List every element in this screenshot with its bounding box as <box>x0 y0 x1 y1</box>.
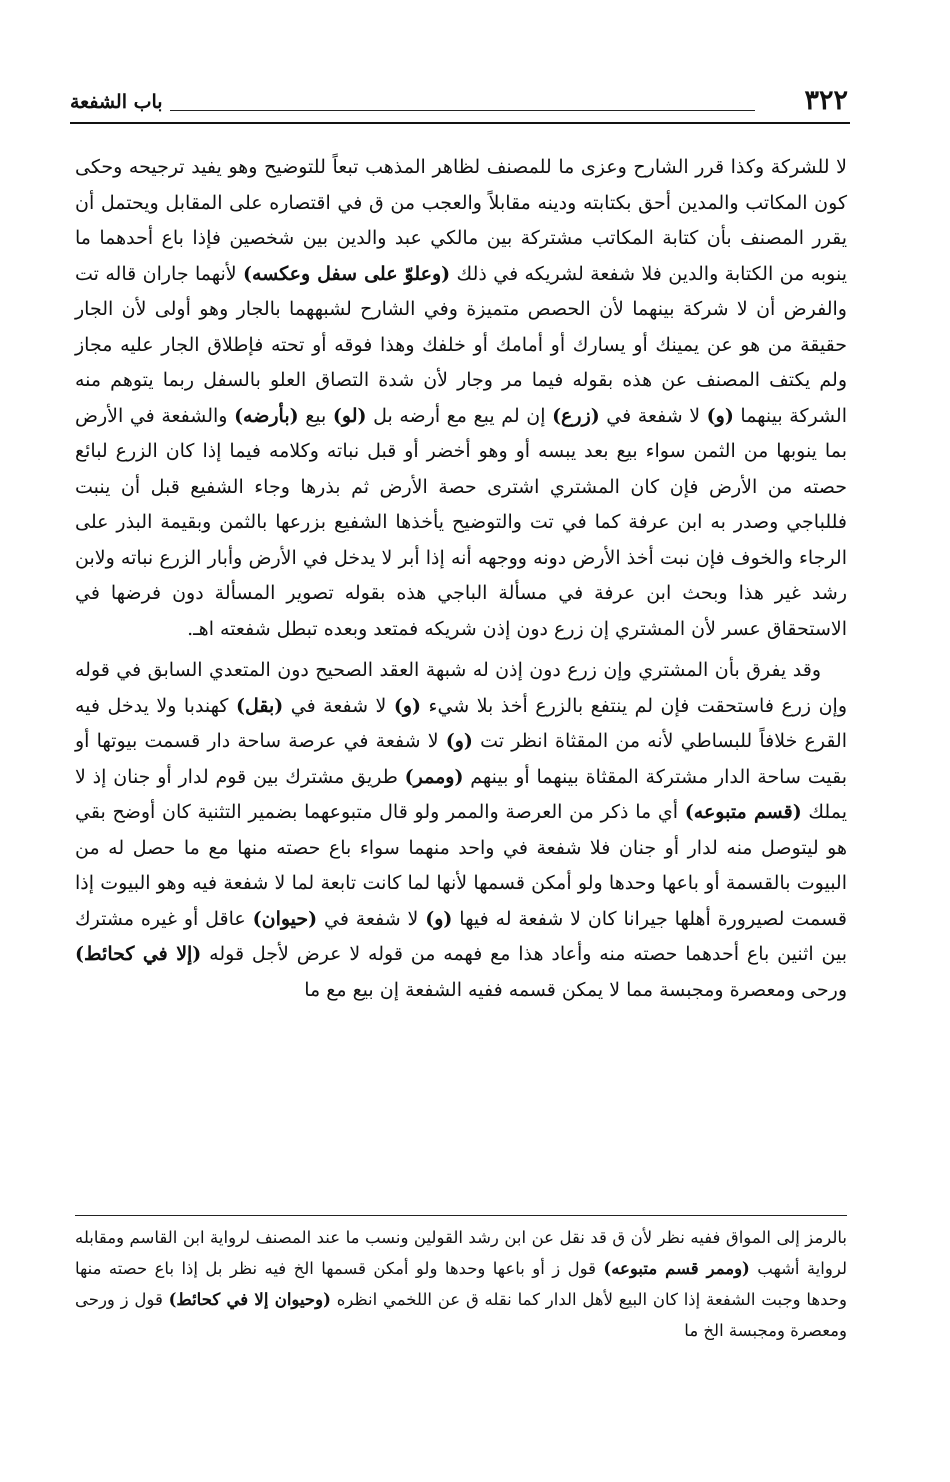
matn-quote: (و) <box>706 404 734 427</box>
header-rule <box>70 122 850 124</box>
footnote-rule <box>75 1215 847 1216</box>
matn-quote: (وممر) <box>404 765 464 788</box>
matn-quote: (لو) <box>332 404 367 427</box>
main-text <box>75 150 847 1008</box>
matn-quote: (بأرضه) <box>234 404 299 427</box>
text-run: ورحى ومعصرة ومجبسة مما لا يمكن قسمه ففيه الشفعة إن بيع مع ما <box>304 978 847 1001</box>
matn-quote: (و) <box>425 907 453 930</box>
matn-quote: (وعلوّ على سفل وعكسه) <box>243 262 451 285</box>
text-run: وقد يفرق بأن المشتري وإن زرع دون إذن له شبهة العقد الصحيح دون المتعدي السابق في قوله وإن زرع فاستحقت فإن لم ينتفع بالزرع أخذ بلا شيء <box>75 659 847 717</box>
footnote <box>75 1222 847 1346</box>
matn-quote: (وممر قسم متبوعه) <box>603 1259 750 1278</box>
text-run: كهندبا ولا يدخل فيه القرع خلافاً للبساطي لأنه من المقثاة انظر تت <box>75 694 847 752</box>
matn-quote: (زرع) <box>552 404 600 427</box>
matn-quote: (وحيوان إلا في كحائط) <box>168 1290 331 1309</box>
text-run: لا للشركة وكذا قرر الشارح وعزى ما للمصنف لظاهر المذهب تبعاً للتوضيح وهو يفيد ترجيحه وحكى كون المكاتب والمدين أحق بكتابته ودينه مقابلاً والعجب من ق في اقتصاره على المقابل ويحتمل أن يقرر المصنف بأن كتابة المكاتب مشتركة بين مالكي عبد والدين بين شخصين فإذا باع أحدهما ما ينوبه من الكتابة والدين فلا شفعة لشريكه في ذلك <box>75 156 848 285</box>
text-run: بالرمز إلى المواق ففيه نظر لأن ق قد نقل عن ابن رشد القولين ونسب ما عند المصنف لرواية ابن القاسم ومقابله لرواية أشهب <box>75 1228 847 1278</box>
text-run: لا شفعة في <box>599 404 707 427</box>
text-run: والشفعة في الأرض بما ينوبها من الثمن سواء بيع بعد يبسه أو وهو أخضر أو قبل نباته وكلامه فيما إذا كان الزرع لبائع حصته من الأرض فإن كان المشتري اشترى حصة الأرض ثم بذرها وجاء الشفيع قبل أن ينبت فللباجي وصدر به ابن عرفة كما في تت والتوضيح يأخذها الشفيع بزرعها بالثمن وبقيمة البذر على الرجاء والخوف فإن نبت أخذ الأرض دونه ووجهه أنه إذا أبر لا يدخل في الأرض وأبار الزرع نباته ولابن رشد غير هذا وبحث ابن عرفة في مسألة الباجي هذه بقوله تصوير المسألة دون فرضها في الاستحقاق عسر لأن المشتري إن زرع دون إذن شريكه فمتعد وبعده تبطل شفعته اهـ. <box>75 404 847 640</box>
chapter-title: باب الشفعة <box>70 91 163 113</box>
paragraph-1 <box>75 150 847 647</box>
header-line <box>170 110 755 111</box>
text-run: قول ز أو باعها وحدها ولو أمكن قسمها الخ فيه نظر بل إذا باع حصته منها وحدها وجبت الشفعة إذا كان البيع لأهل الدار كما نقله ق عن اللخمي انظره <box>75 1259 847 1309</box>
text-run: إن لم يبع مع أرضه بل <box>366 404 553 427</box>
text-run: لا شفعة في عرصة ساحة دار قسمت بيوتها أو بقيت ساحة الدار مشتركة المقثاة بينهما أو بينهم <box>75 730 847 788</box>
text-run: لأنهما جاران قاله تت والفرض أن لا شركة بينهما لأن الحصص متميزة وفي الشارح لشبههما بالجار وهو أولى لأن الجار حقيقة من هو عن يمينك أو يسارك أو أمامك أو خلفك وهذا فوقه أو تحته فإطلاق الجار عليه مجاز ولم يكتف المصنف عن هذه بقوله فيما مر وجار لأن شدة التصاق العلو بالسفل ربما يتوهم منه الشركة بينهما <box>75 262 847 427</box>
matn-quote: (حيوان) <box>252 907 318 930</box>
text-run: قول ز ورحى ومعصرة ومجبسة الخ ما <box>75 1290 847 1340</box>
matn-quote: (إلا في كحائط) <box>75 943 202 965</box>
text-run: طريق مشترك بين قوم لدار أو جنان إذ لا يملك <box>75 765 847 823</box>
text-run: عاقل أو غيره مشترك بين اثنين باع أحدهما حصته منه وأعاد هذا مع فهمه من قوله لا عرض لأجل قوله <box>75 907 847 965</box>
text-run: لا شفعة في <box>283 694 394 717</box>
matn-quote: (قسم متبوعه) <box>684 801 802 823</box>
matn-quote: (بقل) <box>235 694 284 717</box>
page-header <box>70 84 850 124</box>
paragraph-2 <box>75 653 847 1008</box>
matn-quote: (و) <box>393 694 422 717</box>
matn-quote: (و) <box>445 730 473 752</box>
text-run: بيع <box>298 404 333 427</box>
page-number: ٣٢٢ <box>804 85 848 116</box>
text-run: لا شفعة في <box>317 907 426 930</box>
text-run: أي ما ذكر من العرصة والممر ولو قال متبوعهما بضمير التثنية كان أوضح بقي هو ليتوصل منه لدار أو جنان فلا شفعة في واحد منهما سواء باع حصته منها مع ما حصل له من البيوت بالقسمة أو باعها وحدها ولو أمكن قسمها لأنها لما كانت تابعة لما لا شفعة فيه وهو البيوت إذا قسمت لصيرورة أهلها جيرانا كان لا شفعة له فيها <box>75 801 847 930</box>
